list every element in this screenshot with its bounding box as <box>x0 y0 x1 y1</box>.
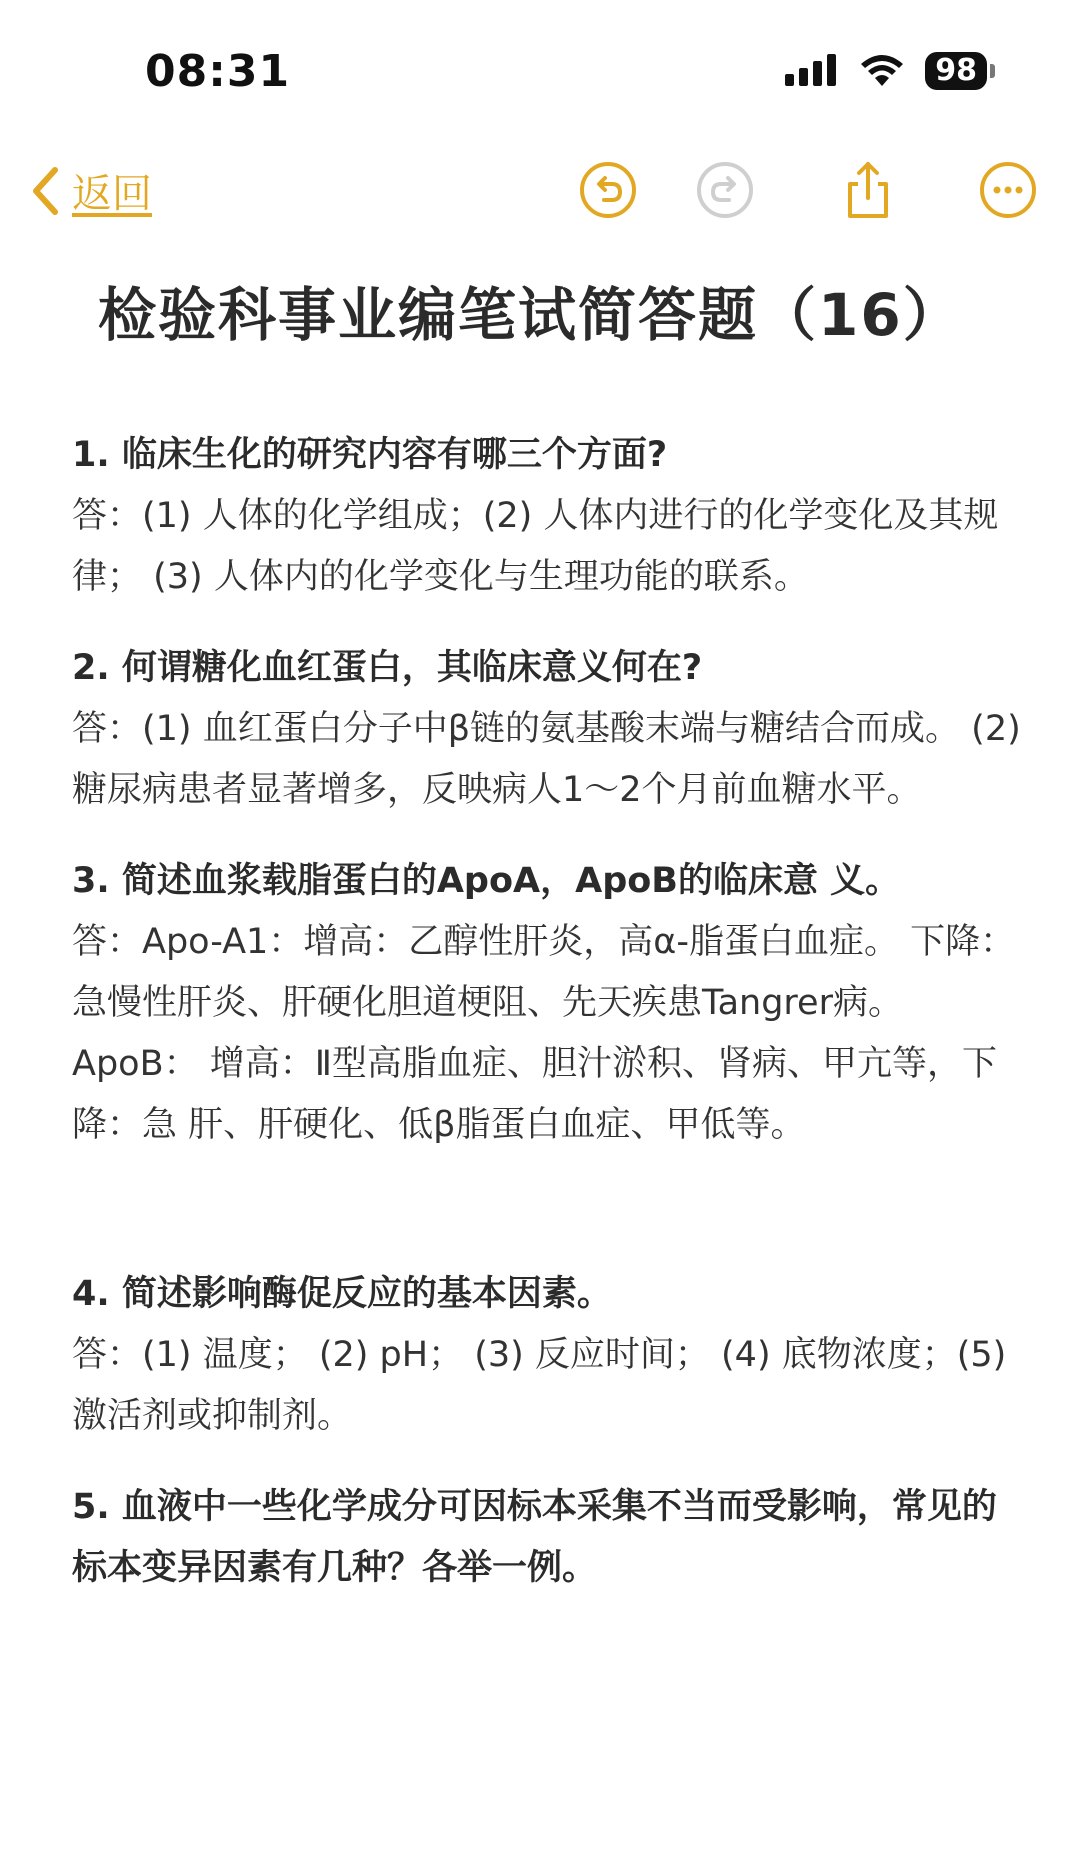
answer-text: 答：(1) 血红蛋白分子中β链的氨基酸末端与糖结合而成。 (2) 糖尿病患者显著增多，反映病人1～2个月前血糖水平。 <box>72 709 1021 810</box>
note-body[interactable] <box>72 425 1022 1629</box>
qa-item <box>72 425 1022 608</box>
chevron-left-icon <box>30 166 60 216</box>
navigation-bar <box>0 150 1080 240</box>
share-icon[interactable] <box>838 160 898 220</box>
cellular-signal-icon <box>785 54 839 88</box>
status-time: 08:31 <box>145 46 291 97</box>
question-text: 4. 简述影响酶促反应的基本因素。 <box>72 1274 612 1314</box>
more-icon[interactable] <box>978 160 1038 220</box>
qa-item <box>72 1264 1022 1447</box>
qa-item <box>72 851 1022 1156</box>
question-text: 1. 临床生化的研究内容有哪三个方面? <box>72 435 668 475</box>
question-text: 3. 简述血浆载脂蛋白的ApoA，ApoB的临床意 义。 <box>72 861 901 901</box>
redo-icon[interactable] <box>695 160 755 220</box>
status-icons <box>785 52 995 90</box>
qa-item <box>72 638 1022 821</box>
status-bar <box>0 0 1080 130</box>
question-text: 2. 何谓糖化血红蛋白，其临床意义何在? <box>72 648 703 688</box>
battery-icon <box>925 52 995 90</box>
undo-icon[interactable] <box>578 160 638 220</box>
back-label: 返回 <box>72 171 152 217</box>
qa-item <box>72 1477 1022 1599</box>
answer-text: 答：Apo-A1：增高：乙醇性肝炎，高α-脂蛋白血症。 下降：急慢性肝炎、肝硬化胆道梗阻、先天疾患Tangrer病。ApoB： 增高：Ⅱ型高脂血症、胆汁淤积、肾病、甲亢等，下降：急 肝、肝硬化、低β脂蛋白血症、甲低等。 <box>72 922 1016 1145</box>
back-button[interactable] <box>30 162 152 219</box>
question-text: 5. 血液中一些化学成分可因标本采集不当而受影响，常见的标本变异因素有几种？各举一例。 <box>72 1487 997 1588</box>
battery-level: 98 <box>925 52 987 90</box>
answer-text: 答：(1) 温度； (2) pH； (3) 反应时间； (4) 底物浓度；(5) 激活剂或抑制剂。 <box>72 1335 1007 1436</box>
note-title[interactable]: 检验科事业编笔试简答题（16） <box>98 281 963 349</box>
battery-tip <box>990 64 995 78</box>
wifi-icon <box>859 54 905 88</box>
answer-text: 答：(1) 人体的化学组成；(2) 人体内进行的化学变化及其规律； (3) 人体内的化学变化与生理功能的联系。 <box>72 496 999 597</box>
